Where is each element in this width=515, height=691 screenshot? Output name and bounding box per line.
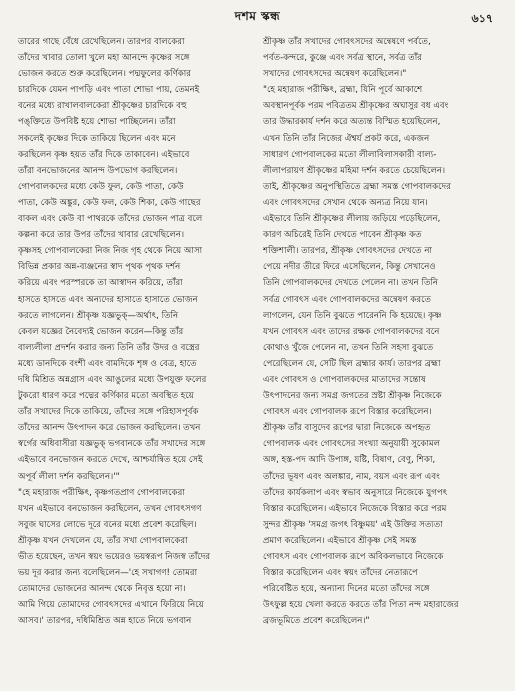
left-paragraph-1: তারের গাছে বেঁধে রেখেছিলেন। তারপর বালকেরা তাঁদের খাবার তোলা খুলে মহা আনন্দে কৃষ্ণের সঙ্গে ভোজন করতে শুরু করেছিলেন। পদ্মফুলের কর্ণিকার চারদিকে যেমন পাপড়ি এবং পাতা শোভা পায়, তেমনই বনের মধ্যে রাখালবালকেরা শ্রীকৃষ্ণের চারদিকে বহু পঙ্‌ক্তিতে উপবিষ্ট হয়ে শোভা পাচ্ছিলেন। তাঁরা সকলেই কৃষ্ণের দিকে তাকিয়ে ছিলেন এবং মনে করছিলেন কৃষ্ণ হয়ত তাঁর দিকে তাকাবেন। এইভাবে তাঁরা বনভোজনের আনন্দ উপভোগ করছিলেন। গোপবালকদের মধ্যে কেউ ফুল, কেউ পাতা, কেউ পাতা, কেউ অঙ্কুর, কেউ ফল, কেউ শিকা, কেউ গাছের বাকল এবং কেউ বা পাথরকে তাঁদের ভোজন পাত্র বলে কল্পনা করে তার উপর তাঁদের খাবার রেখেছিলেন। কৃষ্ণসহ গোপবালকেরা নিজ নিজ গৃহ থেকে নিয়ে আসা বিভিন্ন প্রকার অন্ন-ব্যঞ্জনের স্বাদ পৃথক পৃথক দর্শন করিয়ে এবং পরস্পরকে তা আস্বাদন করিয়ে, তাঁরা হাসতে হাসতে এবং অন্যদের হাসাতে হাসাতে ভোজন করতে লাগলেন। শ্রীকৃষ্ণ যজ্ঞভুক্‌—অর্থাৎ, তিনি কেবল যজ্ঞের নৈবেদ্যই ভোজন করেন—কিন্তু তাঁর বাল্যলীলা প্রদর্শন করার জন্য তিনি তাঁর উদর ও বস্ত্রের মধ্যে ডানদিকে বংশী এবং বামদিকে শৃঙ্গ ও বেত্র, হাতে দধি মিশ্রিত অন্নগ্রাস এবং আঙুলের মধ্যে উপযুক্ত ফলের টুকরো ধারণ করে পদ্মের কর্ণিকার মতো অবস্থিত হয়ে তাঁর সখাদের দিকে তাকিয়ে, তাঁদের সঙ্গে পরিহাসপূর্বক তাঁদের আনন্দ উৎপাদন করে ভোজন করছিলেন। তখন স্বর্গের অধিবাসীরা যজ্ঞভুক্‌ ভগবানকে তাঁর সখাদের সঙ্গে এইভাবে বনভোজন করতে দেখে, আশ্চর্যান্বিত হয়ে সেই অপূর্ব লীলা দর্শন করছিলেন।'" (18, 37, 207, 482)
right-column (263, 34, 495, 684)
left-paragraph-2: "হে মহারাজ পরীক্ষিৎ, কৃষ্ণগতপ্রাণ গোপবালকেরা যখন এইভাবে বনভোজন করছিলেন, তখন গোবৎসগণ সবুজ ঘাসের লোভে দূরে বনের মধ্যে প্রবেশ করেছিল। শ্রীকৃষ্ণ যখন দেখলেন যে, তাঁর সখা গোপবালকেরা ভীত হয়েছেন, তখন স্বয়ং ভয়েরও ভয়স্বরূপ নিজস্ব তাঁদের ভয় দূর করার জন্য বলেছিলেন—'হে সখাগণ! তোমরা তোমাদের ভোজনের আনন্দ থেকে নিবৃত্ত হয়ো না। আমি গিয়ে তোমাদের গোবৎসদের এখানে ফিরিয়ে নিয়ে আসব।' তারপর, দধিমিশ্রিত অন্ন হাতে নিয়ে ভগবান (18, 487, 211, 627)
right-paragraph-2: "হে মহারাজ পরীক্ষিৎ, ব্রহ্মা, যিনি পূর্বে আকাশে অবস্থানপূর্বক পরম পবিত্রতম শ্রীকৃষ্ণের অঘাসুর বধ এবং তার উদ্ধারকার্য দর্শন করে অত্যন্ত বিস্মিত হয়েছিলেন, এখন তিনি তাঁর নিজের ঐশ্বর্য প্রকট করে, একজন সাধারণ গোপবালকের মতো লীলাবিলাসকারী বাল্য- লীলাপরায়ণ শ্রীকৃষ্ণের মহিমা দর্শন করতে চেয়েছিলেন। তাই, শ্রীকৃষ্ণের অনুপস্থিতিতে ব্রহ্মা সমস্ত গোপবালকদের এবং গোবৎসদের সেখান থেকে অন্যত্র নিয়ে যান। এইভাবে তিনি শ্রীকৃষ্ণের লীলায় জড়িয়ে পড়েছিলেন, কারণ অচিরেই তিনি দেখতে পাবেন শ্রীকৃষ্ণ কত শক্তিশালী। তারপর, শ্রীকৃষ্ণ গোবৎসদের দেখতে না পেয়ে নদীর তীরে ফিরে এসেছিলেন, কিন্তু সেখানেও তিনি গোপবালকদের দেখতে পেলেন না। তখন তিনি সর্বত্র গোবৎস এবং গোপবালকদের অন্বেষণ করতে লাগলেন, যেন তিনি বুঝতে পারেননি কি হয়েছে। কৃষ্ণ যখন গোবৎস এবং তাদের রক্ষক গোপবালকদের বনে কোথাও খুঁজে পেলেন না, তখন তিনি সহসা বুঝতে পেরেছিলেন যে, সেটি ছিল ব্রহ্মার কার্য। তারপর ব্রহ্মা এবং গোবৎস ও গোপবালকদের মাতাদের সন্তোষ উৎপাদনের জন্য সমগ্র জগতের স্রষ্টা শ্রীকৃষ্ণ নিজেকে গোবৎস এবং গোপবালক রূপে বিস্তার করেছিলেন। শ্রীকৃষ্ণ তাঁর বাসুদেব রূপের দ্বারা নিজেকে অপহৃত গোপবালক এবং গোবৎসের সংখ্যা অনুযায়ী সুকোমল অঙ্গ, হস্ত-পদ আদি উপাঙ্গ, যষ্টি, বিষাণ, বেণু, শিকা, তাঁদের ভূষণ এবং অলঙ্কার, নাম, বয়স এবং রূপ এবং তাঁদের কার্যকলাপ এবং স্বভাব অনুসারে নিজেকে যুগপৎ বিস্তার করেছিলেন। এইভাবে নিজেকে বিস্তার করে পরম সুন্দর শ্রীকৃষ্ণ 'সমগ্র জগৎ বিষ্ণুময়' এই উক্তির সত্যতা প্রমাণ করেছিলেন। এইভাবে শ্রীকৃষ্ণ সেই সমস্ত গোবৎস এবং গোপবালক রূপে অবিকলভাবে নিজেকে বিস্তার করেছিলেন এবং স্বয়ং তাঁদের নেতারূপে পরিবেষ্টিত হয়ে, অন্যান্য দিনের মতো তাঁদের সঙ্গে উৎফুল্ল হয়ে খেলা করতে করতে তাঁর পিতা নন্দ মহারাজের ব্রজভূমিতে প্রবেশ করেছিলেন।" (263, 85, 459, 627)
right-paragraph-1: শ্রীকৃষ্ণ তাঁর সখাদের গোবৎসদের অন্বেষণে পর্বতে, পর্বত-কন্দরে, কুঞ্জে এবং সর্বত্র স্থানে, সর্বত্র তাঁর সখাদের গোবৎসদের অন্বেষণ করেছিলেন।" (263, 37, 431, 80)
left-column (18, 34, 250, 684)
running-title: দশম স্কন্ধ (234, 9, 281, 23)
page-number: ৬১৭ (471, 12, 493, 25)
